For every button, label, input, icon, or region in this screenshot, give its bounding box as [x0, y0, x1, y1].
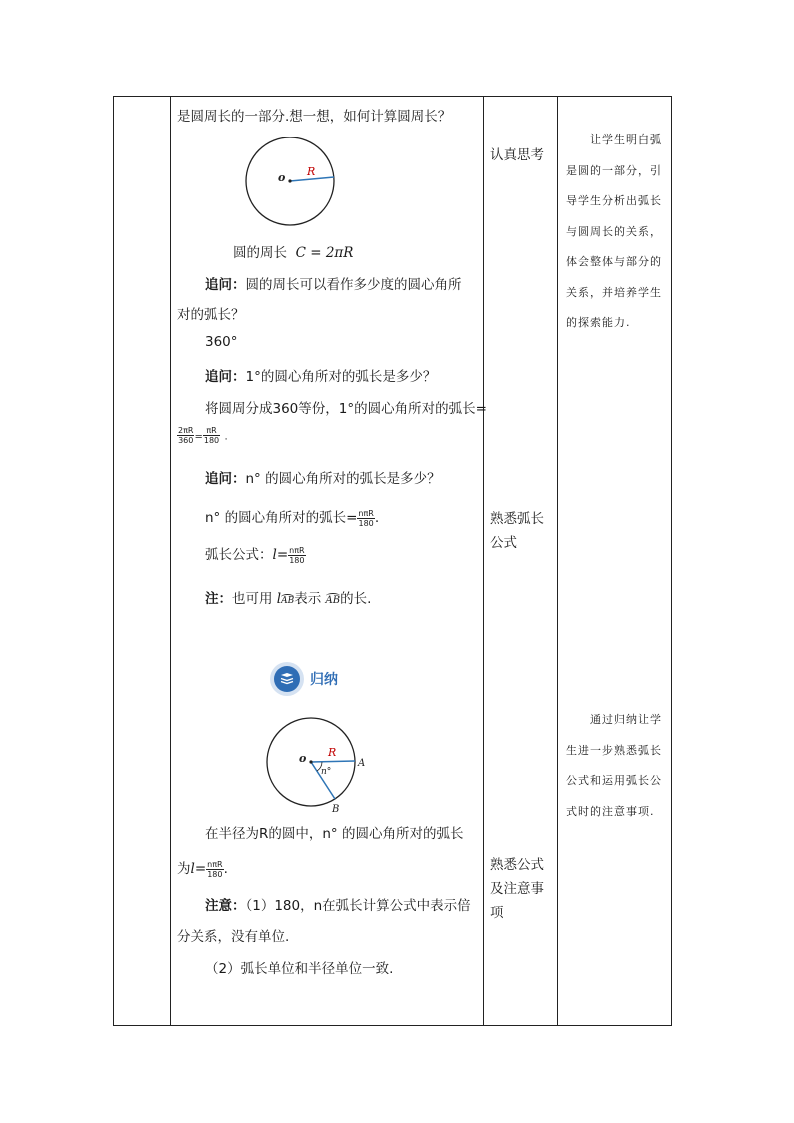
- circumference-line: 圆的周长 C = 2πR: [233, 245, 354, 261]
- svg-text:o: o: [299, 752, 307, 765]
- radius-label: R: [307, 165, 316, 178]
- intent-1: 让学生明白弧是圆的一部分，引导学生分析出弧长与圆周长的关系，体会整体与部分的关系，并培养学生的探索能力.: [566, 133, 662, 329]
- circle-figure-1: [243, 137, 339, 231]
- attention-line-1: 注意：（1）180，n在弧长计算公式中表示倍: [205, 898, 471, 914]
- svg-text:A: A: [358, 758, 366, 769]
- activity-cell: [484, 97, 558, 1025]
- question-1-cont: 对的弧长？: [177, 307, 245, 323]
- svg-text:n°: n°: [321, 767, 332, 777]
- answer-3: n° 的圆心角所对的弧长= $\frac{\text{nπR}}{180}$ .: [205, 508, 380, 528]
- question-3: 追问：n° 的圆心角所对的弧长是多少？: [205, 471, 441, 487]
- stack-icon: [270, 662, 304, 696]
- arc-length-formula: 弧长公式：l= $\frac{\text{nπR}}{180}$: [205, 545, 305, 565]
- note-line: 注：也可用 lAB表示 AB的长.: [205, 591, 372, 607]
- center-label: o: [278, 171, 286, 184]
- answer-1: 360°: [205, 334, 238, 350]
- answer-2: 将圆周分成360等份，1°的圆心角所对的弧长=: [205, 401, 487, 417]
- answer-2-formula: $\frac{2\pi R}{360}$ = $\frac{\pi R}{180}$ .: [178, 426, 228, 445]
- intro-line: 是圆周长的一部分.想一想，如何计算圆周长？: [177, 109, 452, 125]
- summary-heading: 归纳: [270, 662, 338, 696]
- question-1: 追问：圆的周长可以看作多少度的圆心角所: [205, 277, 462, 293]
- question-2: 追问：1°的圆心角所对的弧长是多少？: [205, 369, 437, 385]
- activity-2: 熟悉弧长 公式: [490, 511, 544, 551]
- svg-text:R: R: [328, 746, 337, 759]
- activity-3: 熟悉公式 及注意事 项: [490, 857, 544, 921]
- svg-text:B: B: [332, 804, 340, 814]
- activity-1: 认真思考: [490, 147, 544, 163]
- intent-2: 通过归纳让学生进一步熟悉弧长公式和运用弧长公式时的注意事项.: [566, 713, 662, 818]
- summary-line-1: 在半径为R的圆中，n° 的圆心角所对的弧长: [205, 826, 464, 842]
- lesson-table: [113, 96, 672, 1026]
- summary-line-2: 为l= $\frac{\text{nπR}}{180}$ .: [177, 859, 228, 879]
- intent-cell: [558, 97, 672, 1025]
- circle-figure-2: [264, 714, 374, 814]
- attention-line-2: （2）弧长单位和半径单位一致.: [205, 961, 394, 977]
- attention-line-1-cont: 分关系，没有单位.: [177, 929, 290, 945]
- content-cell: [171, 97, 487, 1025]
